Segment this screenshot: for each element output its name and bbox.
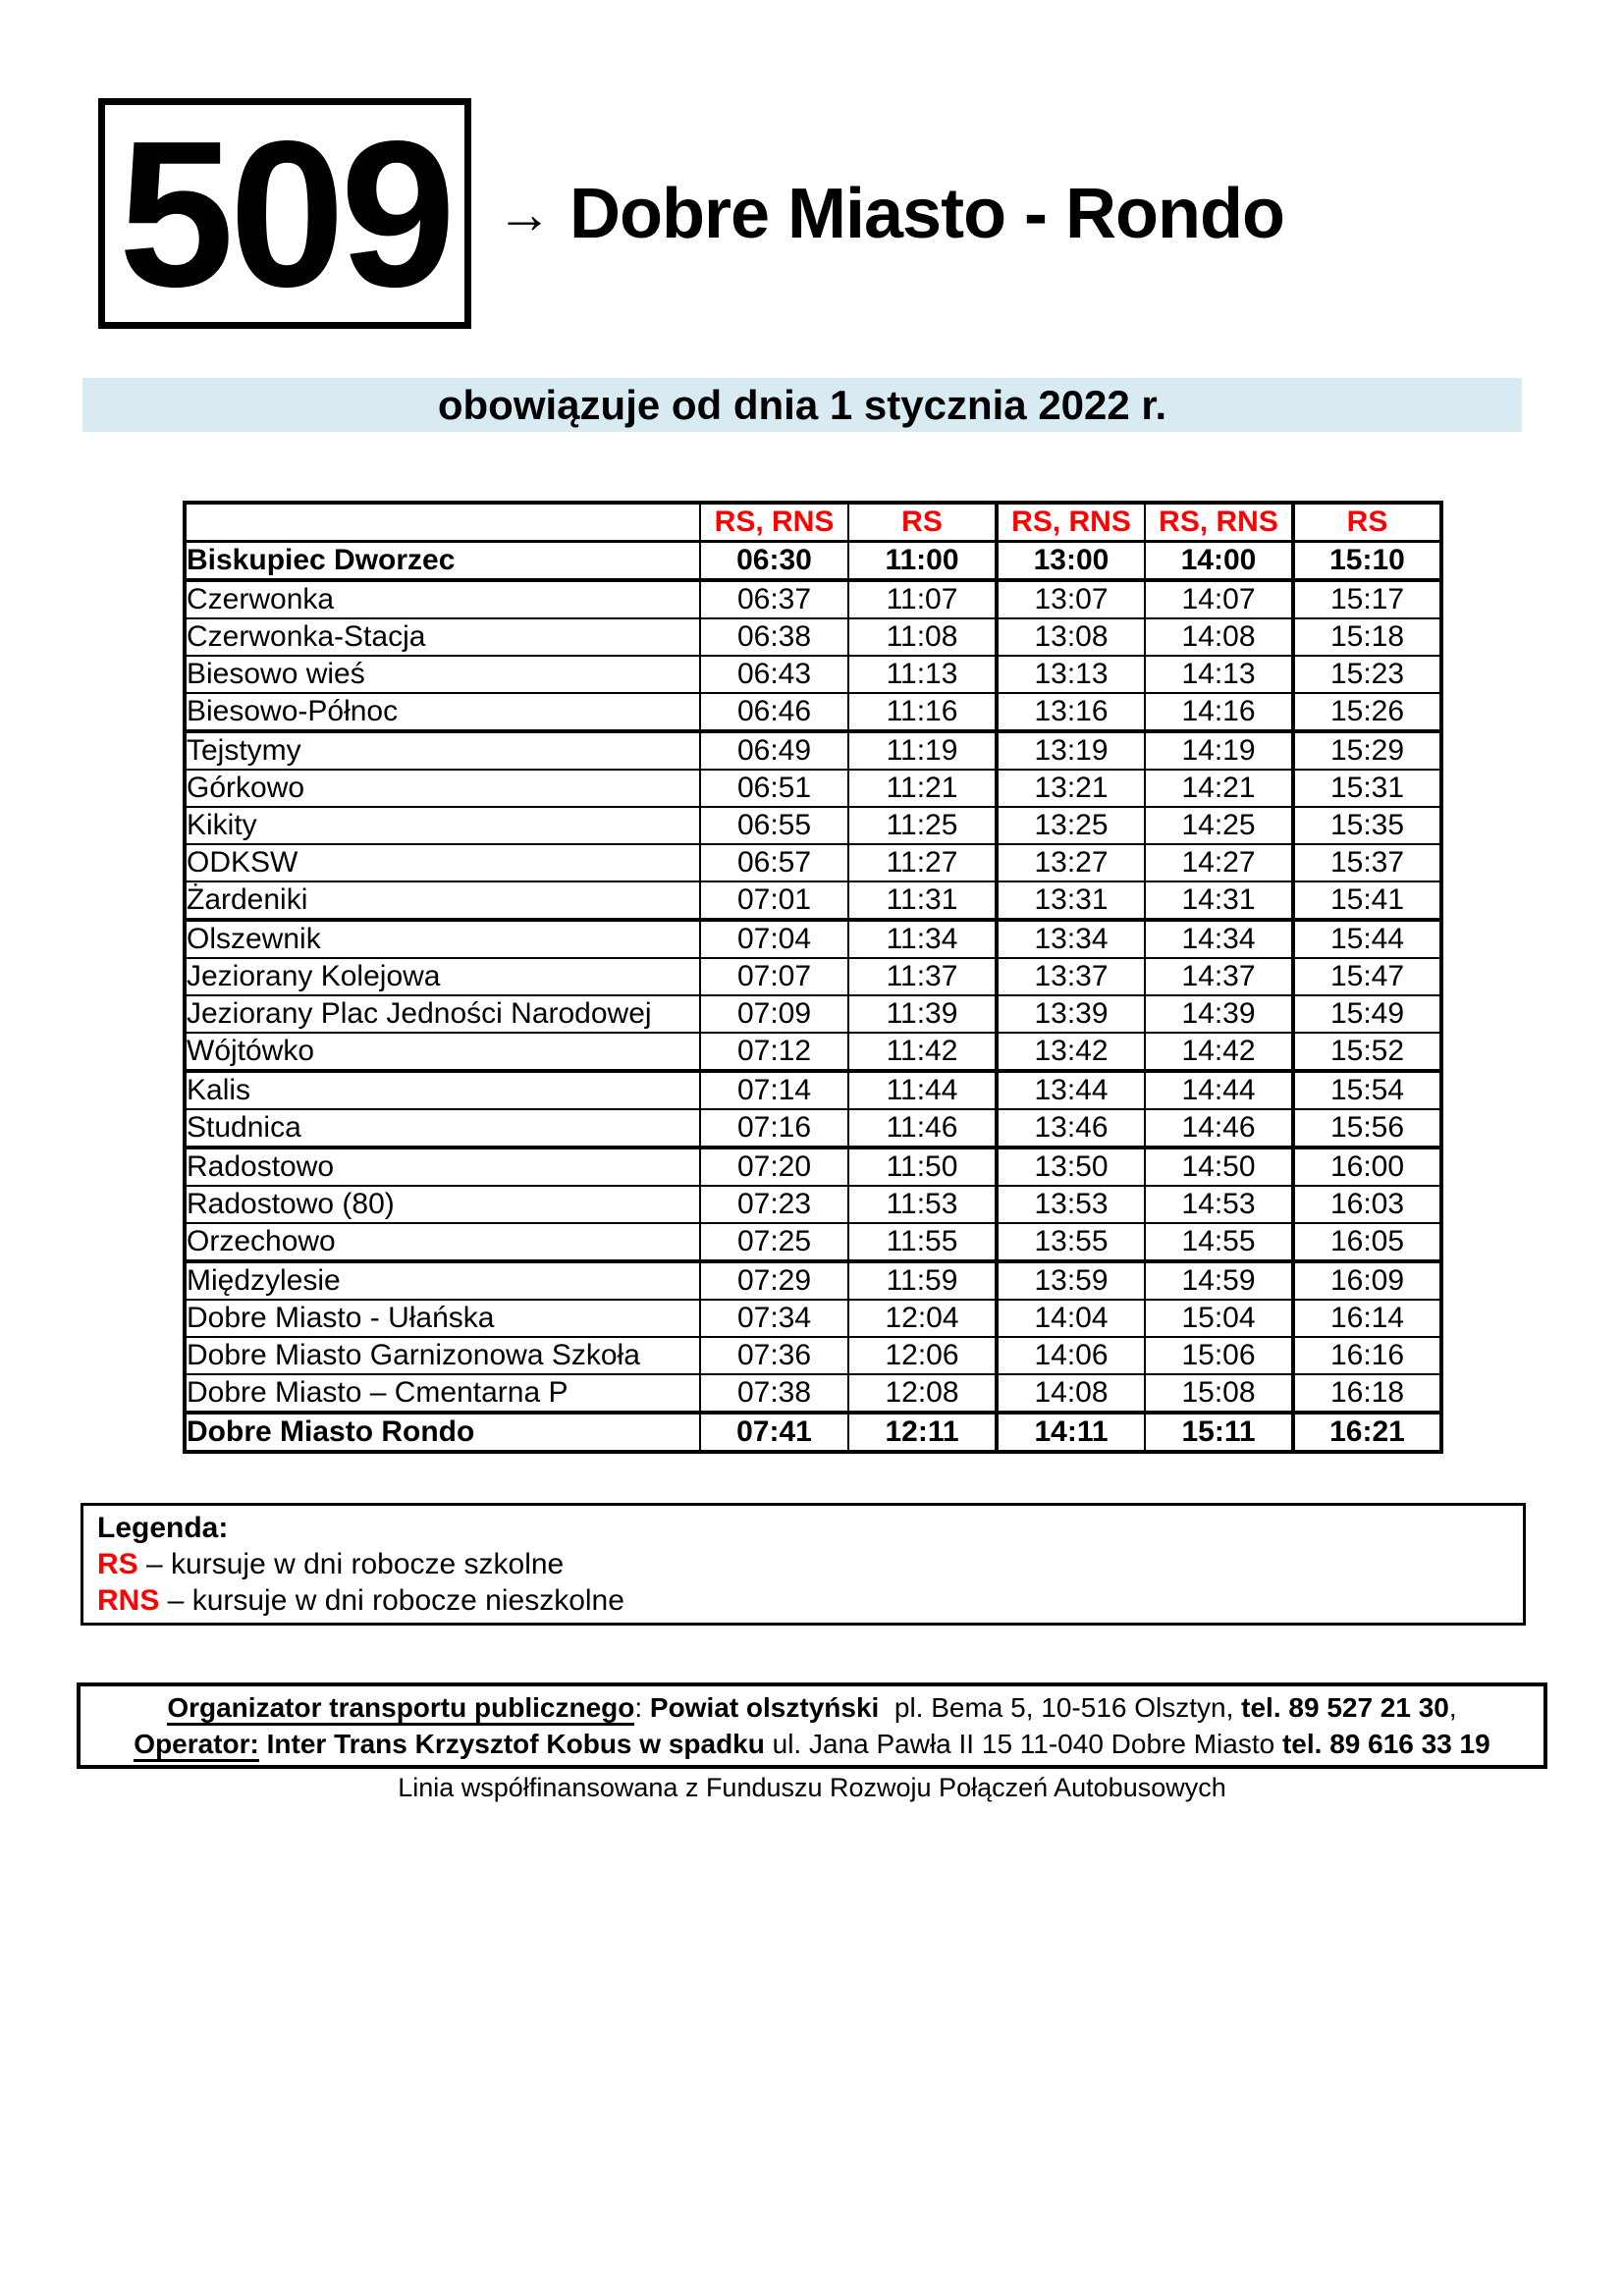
time-cell: 06:38 bbox=[700, 618, 848, 656]
time-cell: 14:19 bbox=[1145, 731, 1293, 770]
route-name: Dobre Miasto - Rondo bbox=[569, 174, 1284, 253]
table-row bbox=[185, 1071, 1441, 1109]
stop-cell: Radostowo (80) bbox=[185, 1186, 700, 1223]
legend-items bbox=[97, 1546, 1509, 1619]
time-cell: 07:16 bbox=[700, 1109, 848, 1148]
stop-cell: Olszewnik bbox=[185, 920, 700, 958]
time-cell: 14:46 bbox=[1145, 1109, 1293, 1148]
stop-cell: Czerwonka bbox=[185, 580, 700, 618]
legend-box bbox=[81, 1503, 1526, 1626]
time-cell: 11:55 bbox=[848, 1223, 997, 1261]
time-cell: 12:06 bbox=[848, 1337, 997, 1374]
footer-segment: Powiat olsztyński bbox=[649, 1692, 880, 1723]
table-row bbox=[185, 881, 1441, 920]
table-row bbox=[185, 1223, 1441, 1261]
time-cell: 06:57 bbox=[700, 844, 848, 881]
time-cell: 16:21 bbox=[1293, 1413, 1441, 1452]
time-cell: 15:04 bbox=[1145, 1300, 1293, 1337]
time-cell: 11:59 bbox=[848, 1261, 997, 1300]
table-row bbox=[185, 844, 1441, 881]
funding-note: Linia współfinansowana z Funduszu Rozwoju Połączeń Autobusowych bbox=[398, 1773, 1226, 1802]
header-row bbox=[185, 503, 1441, 542]
time-cell: 07:12 bbox=[700, 1033, 848, 1071]
time-cell: 07:25 bbox=[700, 1223, 848, 1261]
column-header: RS, RNS bbox=[700, 503, 848, 542]
time-cell: 07:34 bbox=[700, 1300, 848, 1337]
stop-cell: Dobre Miasto – Cmentarna P bbox=[185, 1374, 700, 1413]
footer-segment: , bbox=[1448, 1692, 1457, 1723]
stop-column-header bbox=[185, 503, 700, 542]
footer-line bbox=[88, 1689, 1536, 1726]
legend-item: RNS – kursuje w dni robocze nieszkolne bbox=[97, 1584, 624, 1617]
time-cell: 14:04 bbox=[997, 1300, 1145, 1337]
time-cell: 13:44 bbox=[997, 1071, 1145, 1109]
time-cell: 14:50 bbox=[1145, 1148, 1293, 1186]
stop-cell: Górkowo bbox=[185, 770, 700, 807]
time-cell: 16:00 bbox=[1293, 1148, 1441, 1186]
footer-segment: pl. Bema 5, 10-516 Olsztyn, bbox=[879, 1692, 1242, 1723]
time-cell: 13:46 bbox=[997, 1109, 1145, 1148]
footer-line bbox=[88, 1726, 1536, 1762]
time-cell: 14:11 bbox=[997, 1413, 1145, 1452]
time-cell: 15:26 bbox=[1293, 693, 1441, 731]
time-cell: 14:08 bbox=[997, 1374, 1145, 1413]
time-cell: 13:53 bbox=[997, 1186, 1145, 1223]
time-cell: 14:31 bbox=[1145, 881, 1293, 920]
route-number: 509 bbox=[118, 96, 452, 330]
time-cell: 11:31 bbox=[848, 881, 997, 920]
time-cell: 11:53 bbox=[848, 1186, 997, 1223]
time-cell: 06:30 bbox=[700, 542, 848, 581]
time-cell: 11:16 bbox=[848, 693, 997, 731]
table-row bbox=[185, 1033, 1441, 1071]
time-cell: 06:43 bbox=[700, 656, 848, 693]
time-cell: 06:49 bbox=[700, 731, 848, 770]
stop-cell: Studnica bbox=[185, 1109, 700, 1148]
stop-cell: Kikity bbox=[185, 807, 700, 844]
time-cell: 15:52 bbox=[1293, 1033, 1441, 1071]
time-cell: 06:55 bbox=[700, 807, 848, 844]
time-cell: 11:50 bbox=[848, 1148, 997, 1186]
time-cell: 13:00 bbox=[997, 542, 1145, 581]
stop-cell: Dobre Miasto Garnizonowa Szkoła bbox=[185, 1337, 700, 1374]
table-row bbox=[185, 1109, 1441, 1148]
time-cell: 14:06 bbox=[997, 1337, 1145, 1374]
time-cell: 14:07 bbox=[1145, 580, 1293, 618]
time-cell: 14:00 bbox=[1145, 542, 1293, 581]
table-row bbox=[185, 1186, 1441, 1223]
time-cell: 11:21 bbox=[848, 770, 997, 807]
time-cell: 06:46 bbox=[700, 693, 848, 731]
time-cell: 11:25 bbox=[848, 807, 997, 844]
time-cell: 16:14 bbox=[1293, 1300, 1441, 1337]
column-header: RS, RNS bbox=[997, 503, 1145, 542]
time-cell: 13:55 bbox=[997, 1223, 1145, 1261]
time-cell: 13:31 bbox=[997, 881, 1145, 920]
time-cell: 14:08 bbox=[1145, 618, 1293, 656]
time-cell: 15:29 bbox=[1293, 731, 1441, 770]
time-cell: 15:10 bbox=[1293, 542, 1441, 581]
time-cell: 14:27 bbox=[1145, 844, 1293, 881]
time-cell: 13:39 bbox=[997, 995, 1145, 1033]
time-cell: 13:08 bbox=[997, 618, 1145, 656]
time-cell: 11:44 bbox=[848, 1071, 997, 1109]
time-cell: 07:04 bbox=[700, 920, 848, 958]
table-row bbox=[185, 1413, 1441, 1452]
stop-cell: Radostowo bbox=[185, 1148, 700, 1186]
time-cell: 16:18 bbox=[1293, 1374, 1441, 1413]
timetable-wrap bbox=[183, 501, 1443, 1454]
time-cell: 13:37 bbox=[997, 958, 1145, 995]
stop-cell: Czerwonka-Stacja bbox=[185, 618, 700, 656]
timetable-body bbox=[185, 542, 1441, 1453]
time-cell: 11:34 bbox=[848, 920, 997, 958]
stop-cell: ODKSW bbox=[185, 844, 700, 881]
time-cell: 07:20 bbox=[700, 1148, 848, 1186]
stop-cell: Jeziorany Plac Jedności Narodowej bbox=[185, 995, 700, 1033]
stop-cell: Orzechowo bbox=[185, 1223, 700, 1261]
table-row bbox=[185, 958, 1441, 995]
time-cell: 07:23 bbox=[700, 1186, 848, 1223]
time-cell: 11:13 bbox=[848, 656, 997, 693]
time-cell: 11:27 bbox=[848, 844, 997, 881]
stop-cell: Międzylesie bbox=[185, 1261, 700, 1300]
time-cell: 16:05 bbox=[1293, 1223, 1441, 1261]
table-row bbox=[185, 693, 1441, 731]
stop-cell: Biskupiec Dworzec bbox=[185, 542, 700, 581]
time-cell: 13:34 bbox=[997, 920, 1145, 958]
time-cell: 14:25 bbox=[1145, 807, 1293, 844]
time-cell: 15:17 bbox=[1293, 580, 1441, 618]
time-cell: 13:13 bbox=[997, 656, 1145, 693]
table-row bbox=[185, 580, 1441, 618]
time-cell: 07:09 bbox=[700, 995, 848, 1033]
table-row bbox=[185, 995, 1441, 1033]
footer-segment: tel. 89 616 33 19 bbox=[1281, 1729, 1490, 1759]
time-cell: 15:54 bbox=[1293, 1071, 1441, 1109]
time-cell: 16:09 bbox=[1293, 1261, 1441, 1300]
legend-item: RS – kursuje w dni robocze szkolne bbox=[97, 1548, 565, 1580]
route-number-box bbox=[98, 98, 471, 329]
time-cell: 11:42 bbox=[848, 1033, 997, 1071]
stop-cell: Żardeniki bbox=[185, 881, 700, 920]
time-cell: 15:35 bbox=[1293, 807, 1441, 844]
time-cell: 15:49 bbox=[1293, 995, 1441, 1033]
stop-cell: Wójtówko bbox=[185, 1033, 700, 1071]
time-cell: 06:37 bbox=[700, 580, 848, 618]
time-cell: 11:37 bbox=[848, 958, 997, 995]
time-cell: 14:39 bbox=[1145, 995, 1293, 1033]
time-cell: 14:44 bbox=[1145, 1071, 1293, 1109]
column-header: RS bbox=[848, 503, 997, 542]
time-cell: 11:46 bbox=[848, 1109, 997, 1148]
table-row bbox=[185, 807, 1441, 844]
time-cell: 07:01 bbox=[700, 881, 848, 920]
footer-segment: tel. 89 527 21 30 bbox=[1241, 1692, 1449, 1723]
table-row bbox=[185, 1374, 1441, 1413]
time-cell: 12:04 bbox=[848, 1300, 997, 1337]
stop-cell: Kalis bbox=[185, 1071, 700, 1109]
time-cell: 13:27 bbox=[997, 844, 1145, 881]
time-cell: 13:25 bbox=[997, 807, 1145, 844]
stop-cell: Biesowo wieś bbox=[185, 656, 700, 693]
time-cell: 14:37 bbox=[1145, 958, 1293, 995]
table-row bbox=[185, 920, 1441, 958]
operator-info-box bbox=[77, 1682, 1547, 1769]
time-cell: 14:13 bbox=[1145, 656, 1293, 693]
stop-cell: Dobre Miasto - Ułańska bbox=[185, 1300, 700, 1337]
footer-segment: Organizator transportu publicznego bbox=[167, 1692, 634, 1726]
stop-cell: Jeziorany Kolejowa bbox=[185, 958, 700, 995]
time-cell: 15:56 bbox=[1293, 1109, 1441, 1148]
time-cell: 13:16 bbox=[997, 693, 1145, 731]
time-cell: 06:51 bbox=[700, 770, 848, 807]
timetable-head bbox=[185, 503, 1441, 542]
time-cell: 11:00 bbox=[848, 542, 997, 581]
time-cell: 07:38 bbox=[700, 1374, 848, 1413]
stop-cell: Tejstymy bbox=[185, 731, 700, 770]
time-cell: 07:29 bbox=[700, 1261, 848, 1300]
table-row bbox=[185, 1337, 1441, 1374]
legend-title: Legenda: bbox=[97, 1512, 229, 1544]
time-cell: 14:34 bbox=[1145, 920, 1293, 958]
time-cell: 16:03 bbox=[1293, 1186, 1441, 1223]
time-cell: 14:16 bbox=[1145, 693, 1293, 731]
time-cell: 13:50 bbox=[997, 1148, 1145, 1186]
time-cell: 13:42 bbox=[997, 1033, 1145, 1071]
time-cell: 07:14 bbox=[700, 1071, 848, 1109]
time-cell: 12:08 bbox=[848, 1374, 997, 1413]
time-cell: 11:08 bbox=[848, 618, 997, 656]
time-cell: 14:55 bbox=[1145, 1223, 1293, 1261]
right-arrow-icon: → bbox=[497, 183, 552, 244]
time-cell: 14:21 bbox=[1145, 770, 1293, 807]
table-row bbox=[185, 618, 1441, 656]
time-cell: 13:21 bbox=[997, 770, 1145, 807]
stop-cell: Biesowo-Północ bbox=[185, 693, 700, 731]
time-cell: 16:16 bbox=[1293, 1337, 1441, 1374]
legend-code: RNS bbox=[97, 1584, 160, 1617]
time-cell: 15:47 bbox=[1293, 958, 1441, 995]
table-row bbox=[185, 1261, 1441, 1300]
time-cell: 11:07 bbox=[848, 580, 997, 618]
footer-segment: Inter Trans Krzysztof Kobus w spadku bbox=[266, 1729, 765, 1759]
time-cell: 15:44 bbox=[1293, 920, 1441, 958]
time-cell: 12:11 bbox=[848, 1413, 997, 1452]
footer-segment: ul. Jana Pawła II 15 11-040 Dobre Miasto bbox=[764, 1729, 1282, 1759]
table-row bbox=[185, 731, 1441, 770]
timetable bbox=[183, 501, 1443, 1454]
column-header: RS, RNS bbox=[1145, 503, 1293, 542]
table-row bbox=[185, 542, 1441, 581]
table-row bbox=[185, 770, 1441, 807]
footer-segment: : bbox=[634, 1692, 650, 1723]
time-cell: 13:19 bbox=[997, 731, 1145, 770]
time-cell: 15:37 bbox=[1293, 844, 1441, 881]
column-header: RS bbox=[1293, 503, 1441, 542]
time-cell: 15:23 bbox=[1293, 656, 1441, 693]
time-cell: 11:19 bbox=[848, 731, 997, 770]
time-cell: 15:18 bbox=[1293, 618, 1441, 656]
route-header bbox=[98, 98, 1284, 329]
time-cell: 15:31 bbox=[1293, 770, 1441, 807]
table-row bbox=[185, 656, 1441, 693]
stop-cell: Dobre Miasto Rondo bbox=[185, 1413, 700, 1452]
time-cell: 15:06 bbox=[1145, 1337, 1293, 1374]
time-cell: 07:36 bbox=[700, 1337, 848, 1374]
time-cell: 13:07 bbox=[997, 580, 1145, 618]
validity-banner: obowiązuje od dnia 1 stycznia 2022 r. bbox=[82, 378, 1522, 432]
time-cell: 11:39 bbox=[848, 995, 997, 1033]
time-cell: 15:11 bbox=[1145, 1413, 1293, 1452]
time-cell: 14:53 bbox=[1145, 1186, 1293, 1223]
time-cell: 07:41 bbox=[700, 1413, 848, 1452]
footer-segment bbox=[259, 1729, 267, 1759]
time-cell: 13:59 bbox=[997, 1261, 1145, 1300]
time-cell: 15:41 bbox=[1293, 881, 1441, 920]
legend-code: RS bbox=[97, 1548, 138, 1580]
footer-segment: Operator: bbox=[134, 1729, 259, 1762]
table-row bbox=[185, 1148, 1441, 1186]
time-cell: 14:59 bbox=[1145, 1261, 1293, 1300]
table-row bbox=[185, 1300, 1441, 1337]
time-cell: 15:08 bbox=[1145, 1374, 1293, 1413]
time-cell: 07:07 bbox=[700, 958, 848, 995]
time-cell: 14:42 bbox=[1145, 1033, 1293, 1071]
